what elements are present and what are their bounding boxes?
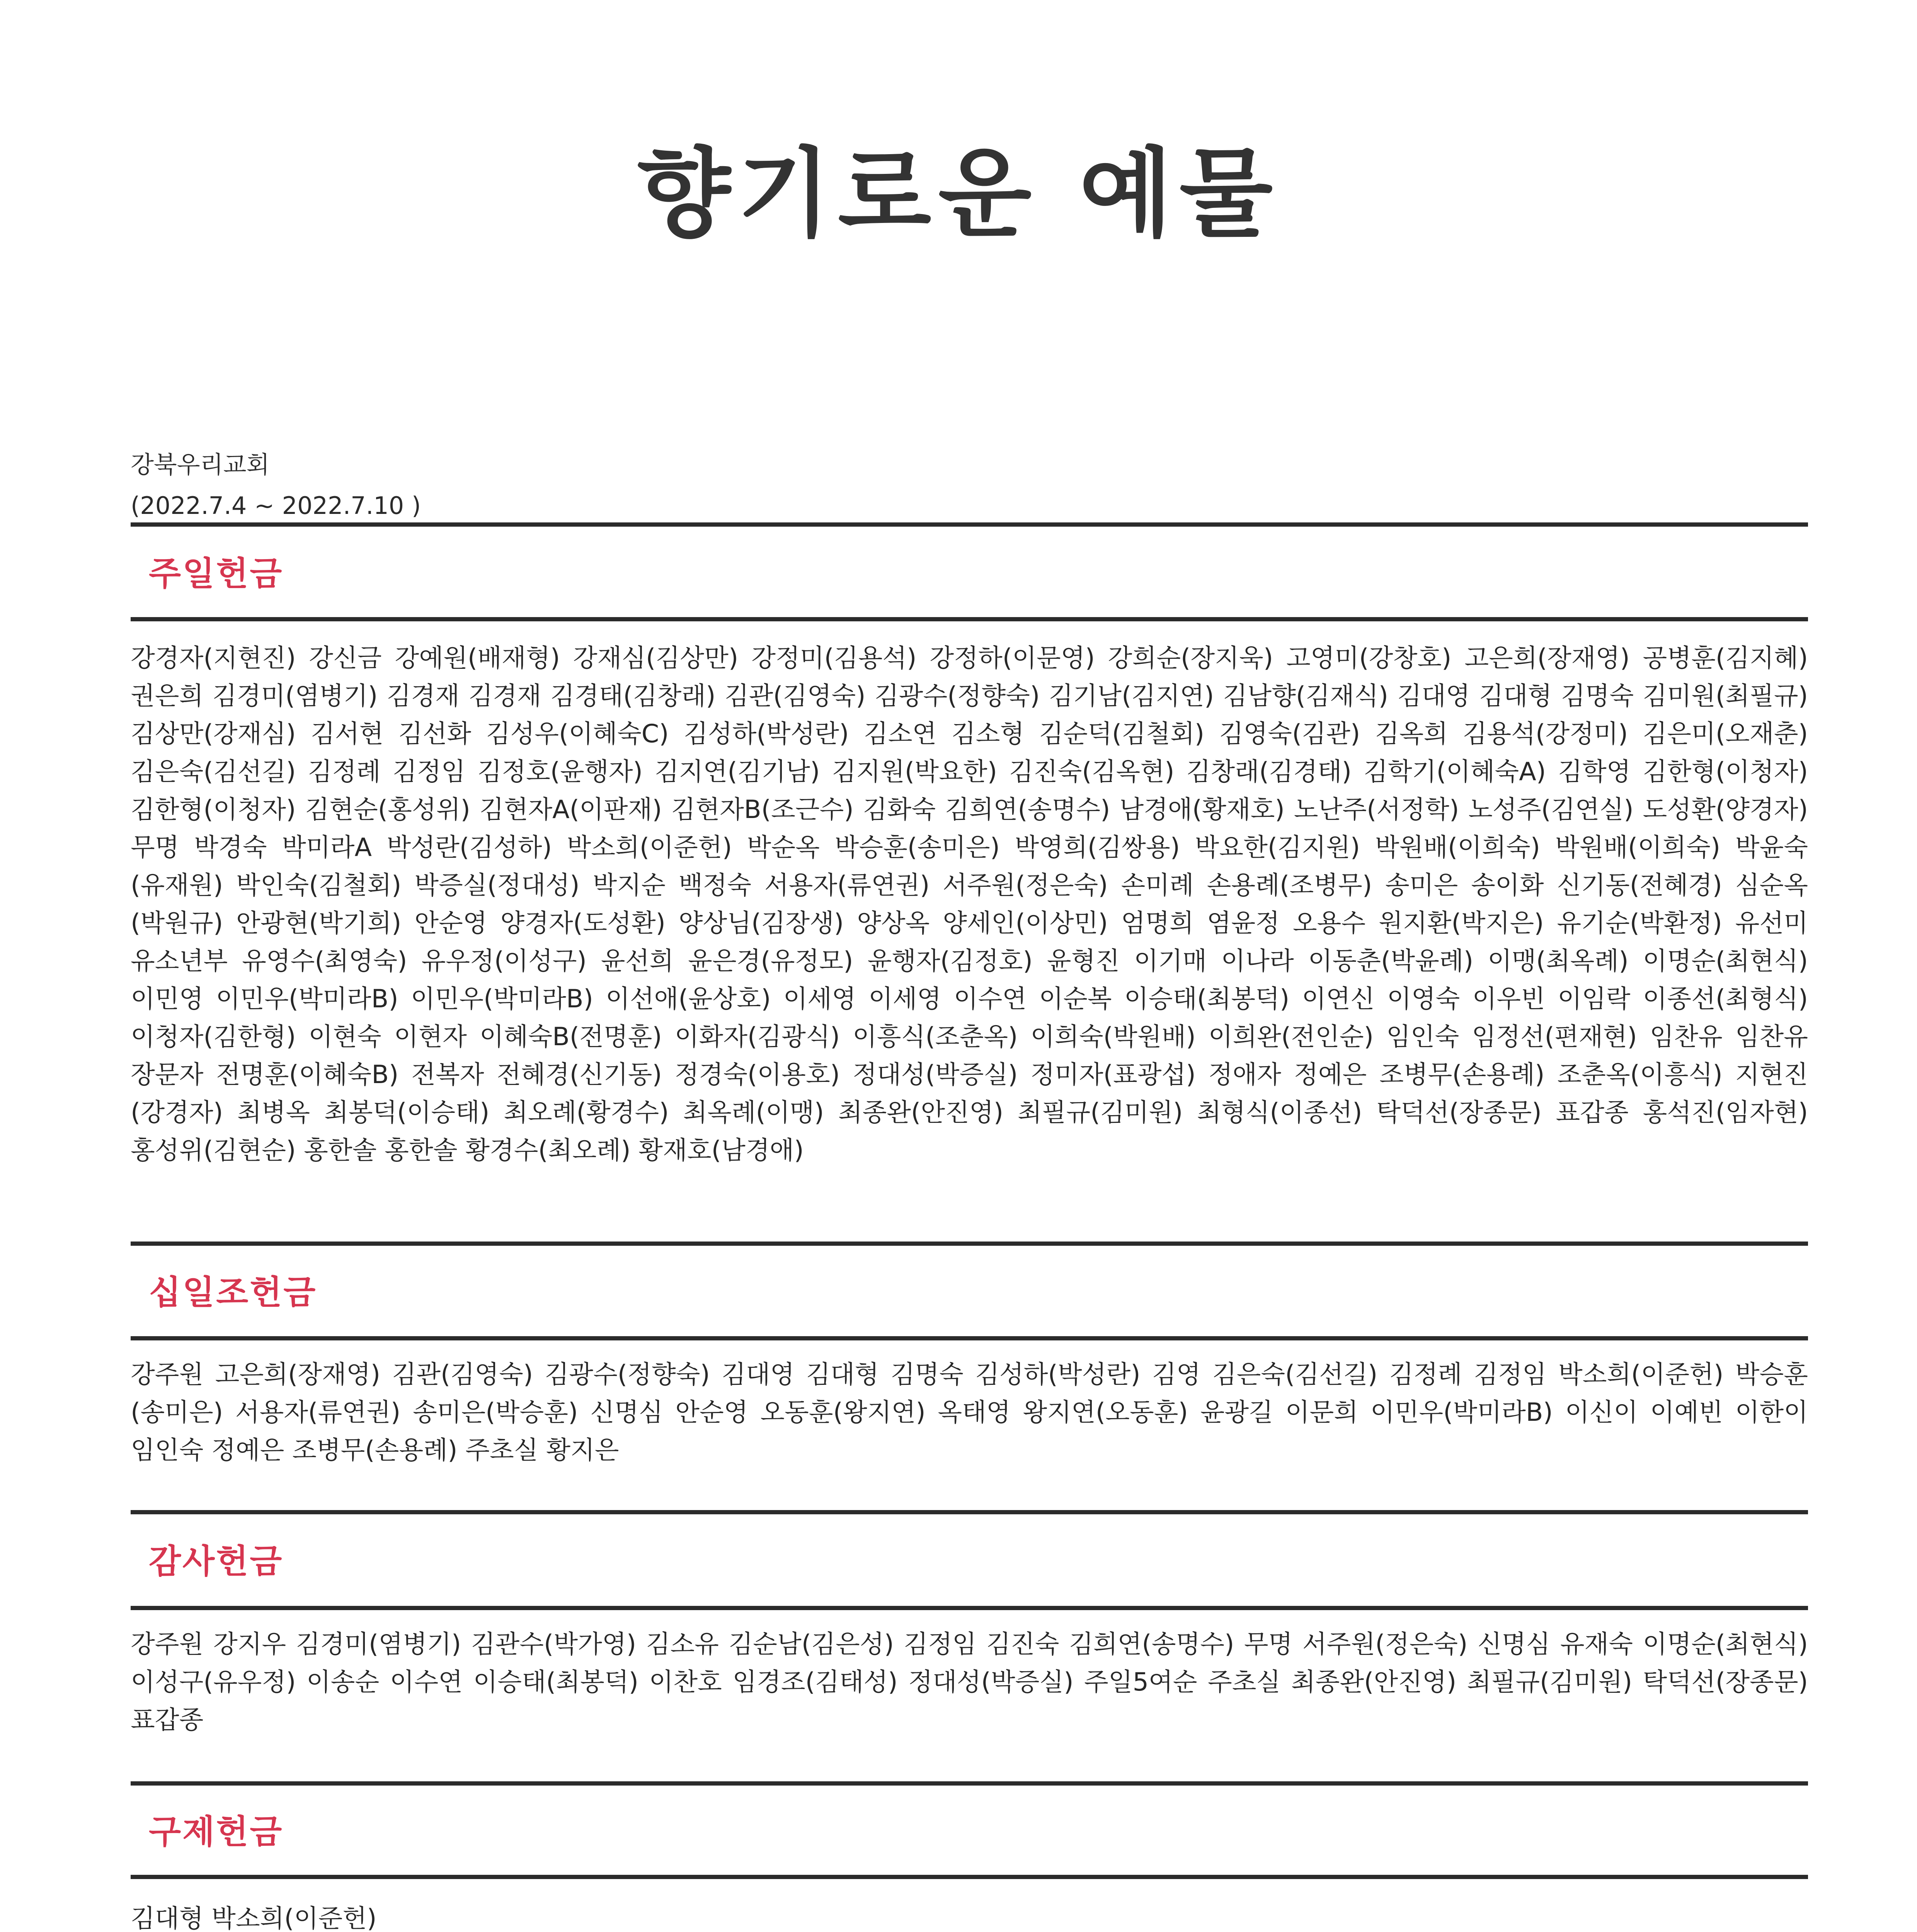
section-divider [131, 522, 1808, 527]
section-heading-relief: 구제헌금 [149, 1813, 284, 1851]
date-range: (2022.7.4 ~ 2022.7.10 ) [131, 492, 421, 520]
page-title: 향기로운 예물 [637, 138, 1280, 250]
section-heading-sunday: 주일헌금 [149, 554, 284, 593]
section-names-relief: 김대형 박소희(이준헌) [131, 1904, 377, 1932]
section-divider [131, 1781, 1808, 1786]
section-divider [131, 1242, 1808, 1246]
section-names-thanks: 강주원 강지우 김경미(염병기) 김관수(박가영) 김소유 김순남(김은성) 김정임 김진숙 김희연(송명수) 무명 서주원(정은숙) 신명심 유재숙 이명순(최현식) 이성구(유우정) 이송순 이수연 이승태(최봉덕) 이찬호 임경조(김태성) 정대성(박증실) 주일5여순 주초실 최종완(안진영) 최필규(김미원) 탁덕선(장종문) 표갑종 [131, 1630, 1808, 1735]
church-name: 강북우리교회 [131, 451, 270, 479]
section-names-tithe: 강주원 고은희(장재영) 김관(김영숙) 김광수(정향숙) 김대영 김대형 김명숙 김성하(박성란) 김영 김은숙(김선길) 김정례 김정임 박소희(이준헌) 박승훈(송미은) 서용자(류연권) 송미은(박승훈) 신명심 안순영 오동훈(왕지연) 옥태영 왕지연(오동훈) 윤광길 이문희 이민우(박미라B) 이신이 이예빈 이한이 임인숙 정예은 조병무(손용례) 주초실 황지은 [131, 1360, 1808, 1465]
section-heading-tithe: 십일조헌금 [149, 1273, 317, 1312]
section-divider [131, 1606, 1808, 1610]
section-heading-thanks: 감사헌금 [149, 1542, 284, 1581]
section-divider [131, 617, 1808, 621]
section-divider [131, 1336, 1808, 1340]
section-divider [131, 1875, 1808, 1879]
document-meta [131, 444, 1808, 526]
section-names-sunday: 강경자(지현진) 강신금 강예원(배재형) 강재심(김상만) 강정미(김용석) 강정하(이문영) 강희순(장지욱) 고영미(강창호) 고은희(장재영) 공병훈(김지혜) 권은희 김경미(염병기) 김경재 김경재 김경태(김창래) 김관(김영숙) 김광수(정향숙) 김기남(김지연) 김남향(김재식) 김대영 김대형 김명숙 김미원(최필규) 김상만(강재심) 김서현 김선화 김성우(이혜숙C) 김성하(박성란) 김소연 김소형 김순덕(김철회) 김영숙(김관) 김옥희 김용석(강정미) 김은미(오재춘) 김은숙(김선길) 김정례 김정임 김정호(윤행자) 김지연(김기남) 김지원(박요한) 김진숙(김옥현) 김창래(김경태) 김학기(이혜숙A) 김학영 김한형(이청자) 김한형(이청자) 김현순(홍성위) 김현자A(이판재) 김현자B(조근수) 김화숙 김희연(송명수) 남경애(황재호) 노난주(서정학) 노성주(김연실) 도성환(양경자) 무명 박경숙 박미라A 박성란(김성하) 박소희(이준헌) 박순옥 박승훈(송미은) 박영희(김쌍용) 박요한(김지원) 박원배(이희숙) 박원배(이희숙) 박윤숙(유재원) 박인숙(김철회) 박증실(정대성) 박지순 백정숙 서용자(류연권) 서주원(정은숙) 손미례 손용례(조병무) 송미은 송이화 신기동(전혜경) 심순옥(박원규) 안광현(박기희) 안순영 양경자(도성환) 양상님(김장생) 양상옥 양세인(이상민) 엄명희 염윤정 오용수 원지환(박지은) 유기순(박환정) 유선미 유소년부 유영수(최영숙) 유우정(이성구) 윤선희 윤은경(유정모) 윤행자(김정호) 윤형진 이기매 이나라 이동춘(박윤례) 이맹(최옥례) 이명순(최현식) 이민영 이민우(박미라B) 이민우(박미라B) 이선애(윤상호) 이세영 이세영 이수연 이순복 이승태(최봉덕) 이연신 이영숙 이우빈 이임락 이종선(최형식) 이청자(김한형) 이현숙 이현자 이혜숙B(전명훈) 이화자(김광식) 이흥식(조춘옥) 이희숙(박원배) 이희완(전인순) 임인숙 임정선(편재현) 임찬유 임찬유 장문자 전명훈(이혜숙B) 전복자 전혜경(신기동) 정경숙(이용호) 정대성(박증실) 정미자(표광섭) 정애자 정예은 조병무(손용례) 조춘옥(이흥식) 지현진(강경자) 최병옥 최봉덕(이승태) 최오례(황경수) 최옥례(이맹) 최종완(안진영) 최필규(김미원) 최형식(이종선) 탁덕선(장종문) 표갑종 홍석진(임자현) 홍성위(김현순) 홍한솔 홍한솔 황경수(최오례) 황재호(남경애) [131, 644, 1808, 1165]
section-divider [131, 1510, 1808, 1514]
